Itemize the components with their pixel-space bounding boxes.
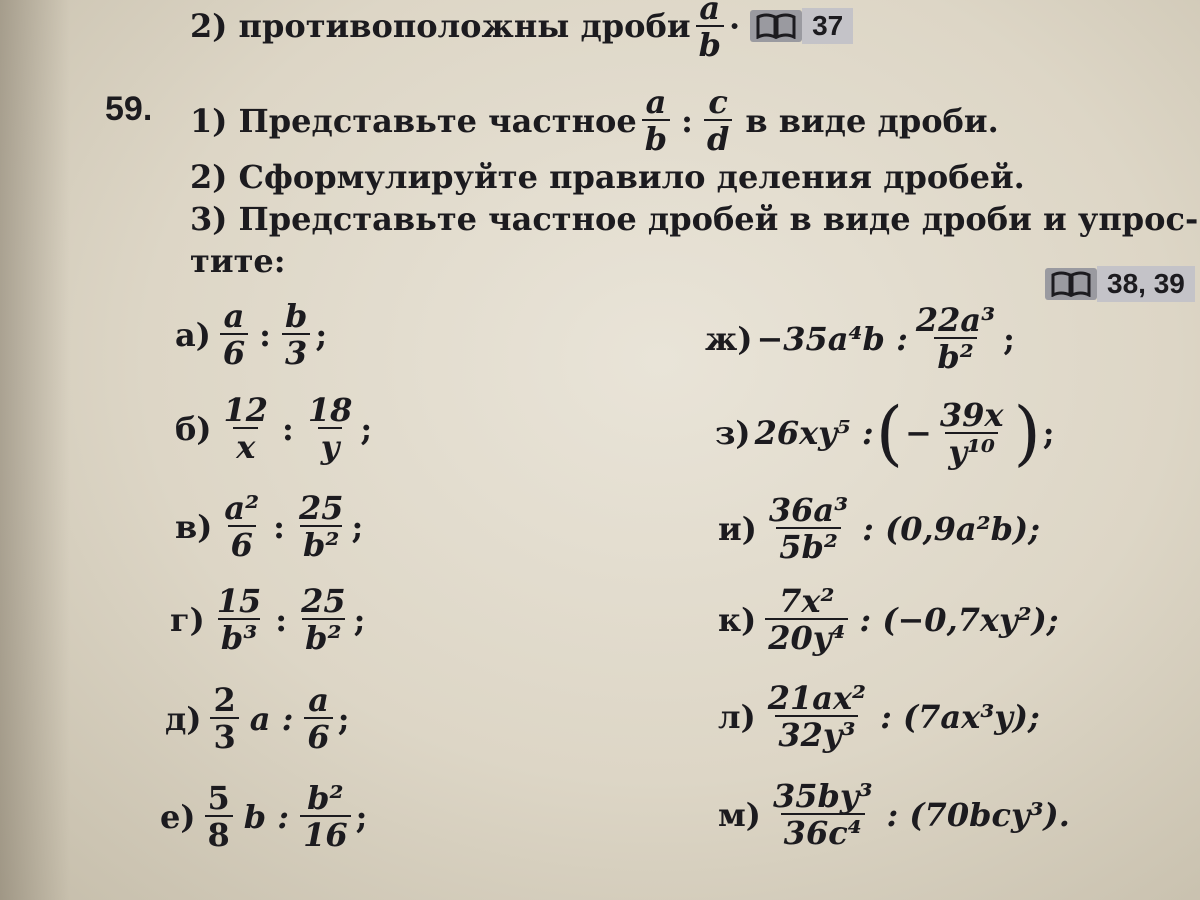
item-zh: ж) −35a⁴b : $\frac{\text{22a³}}{\text{b²}}$ ;	[705, 301, 1015, 376]
item-b: б) $\frac{12}{x}$ : $\frac{18}{y}$ ;	[175, 391, 373, 466]
exercise-part1: 1) Представьте частное $\frac{a}{b}$ : $\frac{c}{d}$ в виде дроби.	[190, 83, 999, 158]
reference-38-39: 38, 39	[1035, 266, 1195, 302]
page-shadow	[0, 0, 70, 900]
item-v: в) $\frac{\text{a²}}{6}$ : $\frac{25}{\text{b²}}$ ;	[175, 489, 364, 564]
previous-item-line: 2) противоположны дроби $\frac{a}{b}$ · 37	[190, 0, 853, 52]
item-a: а) $\frac{a}{6}$ : $\frac{b}{3}$ ;	[175, 297, 328, 372]
previous-item-text: 2) противоположны дроби	[190, 7, 691, 45]
exercise-number: 59.	[105, 90, 153, 128]
item-d: д) $\frac{2}{3}$ a : $\frac{a}{6}$ ;	[165, 681, 350, 756]
item-m: м) $\frac{\text{35by³}}{\text{36c⁴}}$ : (70bcy³).	[718, 777, 1070, 852]
item-i: и) $\frac{\text{36a³}}{\text{5b²}}$ : (0,9a²b);	[718, 491, 1040, 566]
item-k: к) $\frac{\text{7x²}}{\text{20y⁴}}$ : (−0,7xy²);	[718, 582, 1059, 657]
book-icon	[1045, 268, 1097, 300]
book-icon	[750, 10, 802, 42]
fraction-a-b: $\frac{a}{b}$	[696, 0, 724, 61]
item-e: е) $\frac{5}{8}$ b : $\frac{\text{b²}}{16}$ ;	[160, 779, 368, 854]
reference-37: 37	[740, 8, 853, 44]
exercise-part3-line2: тите:	[190, 242, 286, 280]
item-z: з) 26xy⁵ : ( − $\frac{39x}{\text{y¹⁰}}$ ) ;	[715, 392, 1055, 474]
exercise-part3-line1: 3) Представьте частное дробей в виде дроби и упрос-	[190, 200, 1199, 238]
item-l: л) $\frac{\text{21ax²}}{\text{32y³}}$ : (7ax³y);	[718, 679, 1040, 754]
item-g: г) $\frac{15}{\text{b³}}$ : $\frac{25}{\text{b²}}$ ;	[170, 582, 366, 657]
exercise-part2: 2) Сформулируйте правило деления дробей.	[190, 158, 1025, 196]
